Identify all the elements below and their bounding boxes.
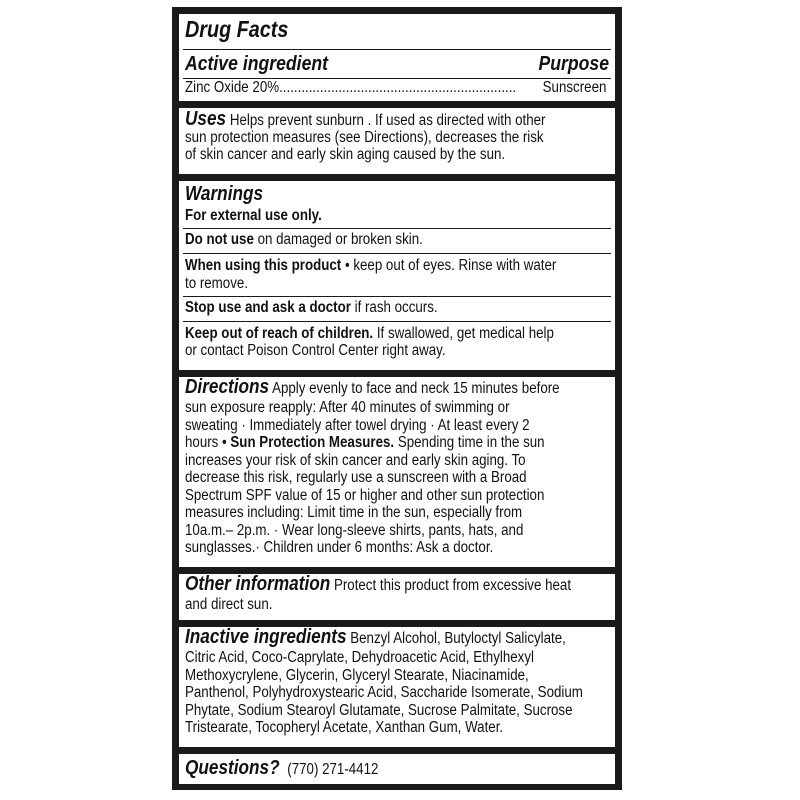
other-information-text-2: and direct sun. xyxy=(185,596,273,613)
directions-text-5: increases your risk of skin cancer and early skin aging. To xyxy=(185,451,526,469)
when-using-text-2: to remove. xyxy=(185,274,248,292)
directions-text-8: measures including: Limit time in the sun, especially from xyxy=(185,504,523,521)
keep-out-text-2: or contact Poison Control Center right away. xyxy=(185,342,446,359)
directions-text-4a: hours • xyxy=(185,434,231,451)
inactive-text-2: Citric Acid, Coco-Caprylate, Dehydroacetic Acid, Ethylhexyl xyxy=(185,649,534,666)
do-not-use-text: on damaged or broken skin. xyxy=(253,231,423,248)
drug-facts-title: Drug Facts xyxy=(185,16,289,42)
inactive-ingredients-box xyxy=(179,627,615,747)
questions-box xyxy=(179,754,615,784)
directions-text-6: decrease this risk, regularly use a sunscreen with a Broad xyxy=(185,469,527,486)
uses-text-3: of skin cancer and early skin aging caused by the sun. xyxy=(185,146,506,163)
directions-box xyxy=(179,377,615,567)
directions-text-9: 10a.m.– 2p.m. · Wear long-sleeve shirts, pants, hats, and xyxy=(185,521,524,539)
keep-out-label: Keep out of reach of children. xyxy=(185,324,374,342)
other-information-text-1: Protect this product from excessive heat xyxy=(330,577,572,594)
external-use-text: For external use only. xyxy=(185,207,322,224)
inactive-text-3: Methoxycrylene, Glycerin, Glyceryl Stearate, Niacinamide, xyxy=(185,666,529,684)
directions-text-7: Spectrum SPF value of 15 or higher and other sun protection xyxy=(185,486,545,504)
active-ingredient-heading: Active ingredient xyxy=(185,52,329,75)
other-information-heading: Other information xyxy=(185,574,331,595)
do-not-use-label: Do not use xyxy=(185,231,254,248)
inactive-text-6: Tristearate, Tocopheryl Acetate, Xanthan Gum, Water. xyxy=(185,719,504,736)
dot-leader: ................................................................ xyxy=(279,79,517,96)
other-information-box xyxy=(179,574,615,620)
purpose-value: Sunscreen xyxy=(542,79,607,96)
inactive-ingredients-heading: Inactive ingredients xyxy=(185,627,347,648)
directions-heading: Directions xyxy=(185,377,270,398)
questions-heading: Questions? xyxy=(185,757,280,779)
uses-text-1: Helps prevent sunburn . If used as directed with other xyxy=(229,112,546,129)
warnings-heading: Warnings xyxy=(185,183,264,205)
stop-use-label: Stop use and ask a doctor xyxy=(185,298,351,316)
when-using-label: When using this product xyxy=(185,257,342,274)
uses-heading: Uses xyxy=(185,108,227,130)
inactive-text-4: Panthenol, Polyhydroxystearic Acid, Saccharide Isomerate, Sodium xyxy=(185,684,583,701)
warnings-box xyxy=(179,181,615,370)
phone-number[interactable]: (770) 271-4412 xyxy=(287,761,379,778)
directions-text-2: sun exposure reapply: After 40 minutes of swimming or xyxy=(185,399,510,416)
uses-box xyxy=(179,108,615,174)
directions-text-4b: Spending time in the sun xyxy=(394,434,545,451)
inactive-text-1: Benzyl Alcohol, Butyloctyl Salicylate, xyxy=(346,630,566,647)
active-ingredient-name: Zinc Oxide 20% xyxy=(185,79,280,96)
stop-use-text: if rash occurs. xyxy=(350,298,438,316)
directions-text-3: sweating · Immediately after towel drying · At least every 2 xyxy=(185,416,530,434)
inactive-text-5: Phytate, Sodium Stearoyl Glutamate, Sucrose Palmitate, Sucrose xyxy=(185,701,573,719)
purpose-heading: Purpose xyxy=(538,52,609,75)
sun-protection-label: Sun Protection Measures. xyxy=(230,434,395,451)
directions-text-1: Apply evenly to face and neck 15 minutes before xyxy=(269,380,560,397)
uses-text-2: sun protection measures (see Directions), decreases the risk xyxy=(185,128,544,146)
when-using-text-1: • keep out of eyes. Rinse with water xyxy=(341,257,557,274)
keep-out-text-1: If swallowed, get medical help xyxy=(373,324,554,342)
directions-text-10: sunglasses.· Children under 6 months: Ask a doctor. xyxy=(185,539,494,556)
active-ingredient-box xyxy=(179,14,615,101)
